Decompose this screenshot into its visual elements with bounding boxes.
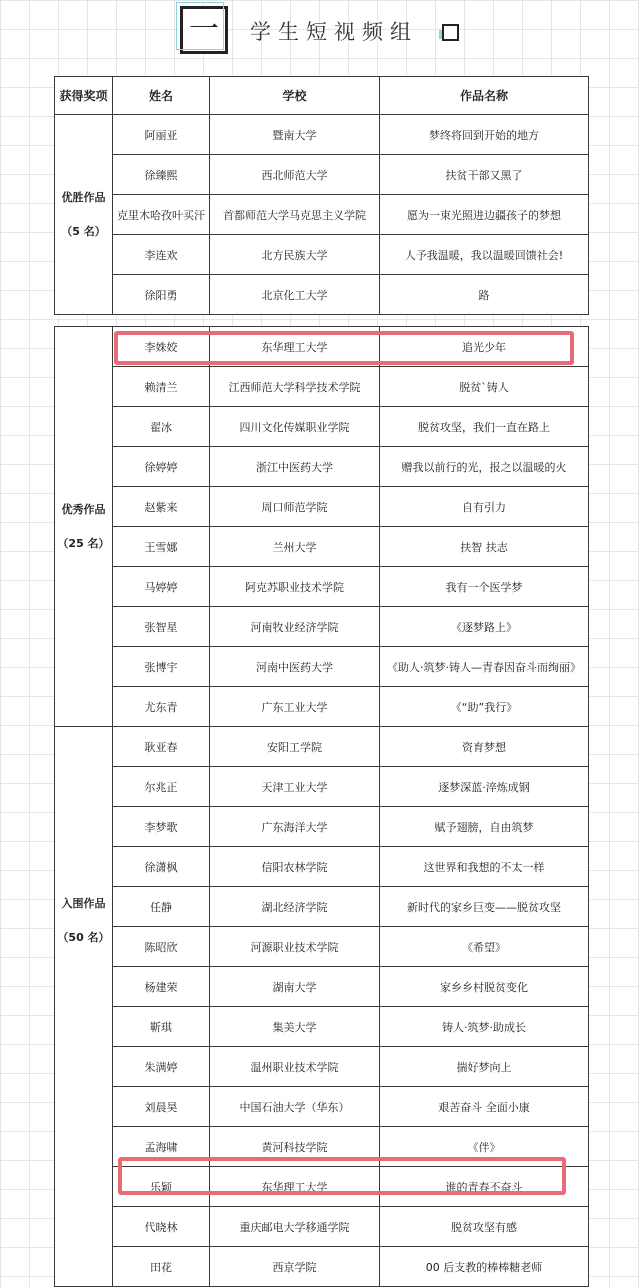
- school-name: 信阳农林学院: [210, 847, 380, 887]
- col-header-name: 姓名: [113, 77, 210, 115]
- work-title: 扶智 扶志: [380, 527, 589, 567]
- table-row: [55, 927, 589, 967]
- award-count: （25 名）: [57, 536, 110, 550]
- student-name: 靳琪: [113, 1007, 210, 1047]
- table-row: [55, 887, 589, 927]
- work-title: 家乡乡村脱贫变化: [380, 967, 589, 1007]
- table-row: [55, 527, 589, 567]
- table-row: [55, 807, 589, 847]
- work-title: 脱贫攻坚，我们一直在路上: [380, 407, 589, 447]
- work-title: 路: [380, 275, 589, 315]
- student-name: 李梦歌: [113, 807, 210, 847]
- award-count: （5 名）: [61, 224, 106, 238]
- table-row: [55, 235, 589, 275]
- table-row: [55, 1047, 589, 1087]
- work-title: 逐梦深蓝·淬炼成钢: [380, 767, 589, 807]
- school-name: 四川文化传媒职业学院: [210, 407, 380, 447]
- award-label: 优胜作品: [61, 190, 106, 204]
- table-row: [55, 727, 589, 767]
- student-name: 尔兆正: [113, 767, 210, 807]
- table-row: [55, 487, 589, 527]
- school-name: 中国石油大学（华东）: [210, 1087, 380, 1127]
- school-name: 首都师范大学马克思主义学院: [210, 195, 380, 235]
- student-name: 朱满婷: [113, 1047, 210, 1087]
- student-name: 徐婷婷: [113, 447, 210, 487]
- student-name: 代晓林: [113, 1207, 210, 1247]
- student-name: 孟海啸: [113, 1127, 210, 1167]
- school-name: 广东工业大学: [210, 687, 380, 727]
- table-row: [55, 195, 589, 235]
- work-title: 谁的青春不奋斗: [380, 1167, 589, 1207]
- school-name: 暨南大学: [210, 115, 380, 155]
- student-name: 杨建荣: [113, 967, 210, 1007]
- school-name: 河南中医药大学: [210, 647, 380, 687]
- school-name: 西京学院: [210, 1247, 380, 1287]
- student-name: 徐阳勇: [113, 275, 210, 315]
- work-title: 梦终将回到开始的地方: [380, 115, 589, 155]
- table-row: [55, 367, 589, 407]
- table-row: [55, 647, 589, 687]
- work-title: 脱贫`铸人: [380, 367, 589, 407]
- student-name: 任静: [113, 887, 210, 927]
- work-title: 《逐梦路上》: [380, 607, 589, 647]
- section-title: 学生短视频组: [250, 20, 418, 44]
- table-row: [55, 847, 589, 887]
- award-category: [55, 727, 113, 1287]
- student-name: 马婷婷: [113, 567, 210, 607]
- school-name: 北方民族大学: [210, 235, 380, 275]
- work-title: 《助人·筑梦·铸人—青春因奋斗而绚丽》: [380, 647, 589, 687]
- work-title: 扶贫干部又黑了: [380, 155, 589, 195]
- school-name: 北京化工大学: [210, 275, 380, 315]
- school-name: 东华理工大学: [210, 327, 380, 367]
- col-header-award: 获得奖项: [55, 77, 113, 115]
- award-label: 优秀作品: [61, 502, 106, 516]
- table-row: [55, 115, 589, 155]
- table-row: [55, 407, 589, 447]
- work-title: 这世界和我想的不太一样: [380, 847, 589, 887]
- table-row: [55, 1007, 589, 1047]
- work-title: 铸人·筑梦·助成长: [380, 1007, 589, 1047]
- work-title: 新时代的家乡巨变——脱贫攻坚: [380, 887, 589, 927]
- work-title: 揣好梦向上: [380, 1047, 589, 1087]
- work-title: 人予我温暖，我以温暖回馈社会!: [380, 235, 589, 275]
- work-title: 资育梦想: [380, 727, 589, 767]
- student-name: 赵紫来: [113, 487, 210, 527]
- student-name: 李连欢: [113, 235, 210, 275]
- student-name: 赖清兰: [113, 367, 210, 407]
- table-row: [55, 447, 589, 487]
- work-title: 追光少年: [380, 327, 589, 367]
- school-name: 重庆邮电大学移通学院: [210, 1207, 380, 1247]
- school-name: 兰州大学: [210, 527, 380, 567]
- work-title: 艰苦奋斗 全面小康: [380, 1087, 589, 1127]
- work-title: 赋予翅膀，自由筑梦: [380, 807, 589, 847]
- table-header-row: [55, 77, 589, 115]
- student-name: 陈昭欣: [113, 927, 210, 967]
- table-row: [55, 155, 589, 195]
- student-name: 徐臻熙: [113, 155, 210, 195]
- school-name: 浙江中医药大学: [210, 447, 380, 487]
- school-name: 河南牧业经济学院: [210, 607, 380, 647]
- table-row: [55, 687, 589, 727]
- table-row: [55, 275, 589, 315]
- work-title: 《“助”我行》: [380, 687, 589, 727]
- work-title: 赠我以前行的光，报之以温暖的火: [380, 447, 589, 487]
- section-header: [0, 0, 639, 70]
- work-title: 愿为一束光照进边疆孩子的梦想: [380, 195, 589, 235]
- student-name: 徐潇枫: [113, 847, 210, 887]
- student-name: 刘晨昊: [113, 1087, 210, 1127]
- award-category: [55, 115, 113, 315]
- student-name: 张智星: [113, 607, 210, 647]
- table-row: [55, 967, 589, 1007]
- student-name: 王雪娜: [113, 527, 210, 567]
- table-row: [55, 767, 589, 807]
- student-name: 张博宇: [113, 647, 210, 687]
- work-title: 我有一个医学梦: [380, 567, 589, 607]
- student-name: 乐颖: [113, 1167, 210, 1207]
- student-name: 翟冰: [113, 407, 210, 447]
- col-header-school: 学校: [210, 77, 380, 115]
- student-name: 克里木哈孜叶买汗: [113, 195, 210, 235]
- award-category: [55, 327, 113, 727]
- student-name: 阿丽亚: [113, 115, 210, 155]
- table-row: [55, 1087, 589, 1127]
- student-name: 尤东青: [113, 687, 210, 727]
- table-row: [55, 1207, 589, 1247]
- highlight-box: [114, 331, 574, 365]
- award-count: （50 名）: [57, 931, 110, 944]
- award-table-excellent-finalist: [54, 326, 589, 1287]
- school-name: 阿克苏职业技术学院: [210, 567, 380, 607]
- school-name: 温州职业技术学院: [210, 1047, 380, 1087]
- school-name: 江西师范大学科学技术学院: [210, 367, 380, 407]
- work-title: 00 后支教的棒棒糖老师: [380, 1247, 589, 1287]
- work-title: 《伴》: [380, 1127, 589, 1167]
- student-name: 李姝姣: [113, 327, 210, 367]
- col-header-work: 作品名称: [380, 77, 589, 115]
- school-name: 黄河科技学院: [210, 1127, 380, 1167]
- school-name: 安阳工学院: [210, 727, 380, 767]
- student-name: 田花: [113, 1247, 210, 1287]
- table-row: [55, 567, 589, 607]
- school-name: 湖南大学: [210, 967, 380, 1007]
- award-label: 入围作品: [61, 897, 106, 910]
- table-row: [55, 1247, 589, 1287]
- school-name: 河源职业技术学院: [210, 927, 380, 967]
- work-title: 《希望》: [380, 927, 589, 967]
- school-name: 周口师范学院: [210, 487, 380, 527]
- highlight-box: [118, 1157, 566, 1195]
- table-row: [55, 607, 589, 647]
- work-title: 脱贫攻坚有感: [380, 1207, 589, 1247]
- school-name: 集美大学: [210, 1007, 380, 1047]
- school-name: 广东海洋大学: [210, 807, 380, 847]
- section-number: 一: [180, 6, 228, 54]
- work-title: 自有引力: [380, 487, 589, 527]
- school-name: 湖北经济学院: [210, 887, 380, 927]
- school-name: 东华理工大学: [210, 1167, 380, 1207]
- school-name: 西北师范大学: [210, 155, 380, 195]
- square-icon: [442, 24, 459, 41]
- school-name: 天津工业大学: [210, 767, 380, 807]
- award-table-winners: [54, 76, 589, 315]
- student-name: 耿亚春: [113, 727, 210, 767]
